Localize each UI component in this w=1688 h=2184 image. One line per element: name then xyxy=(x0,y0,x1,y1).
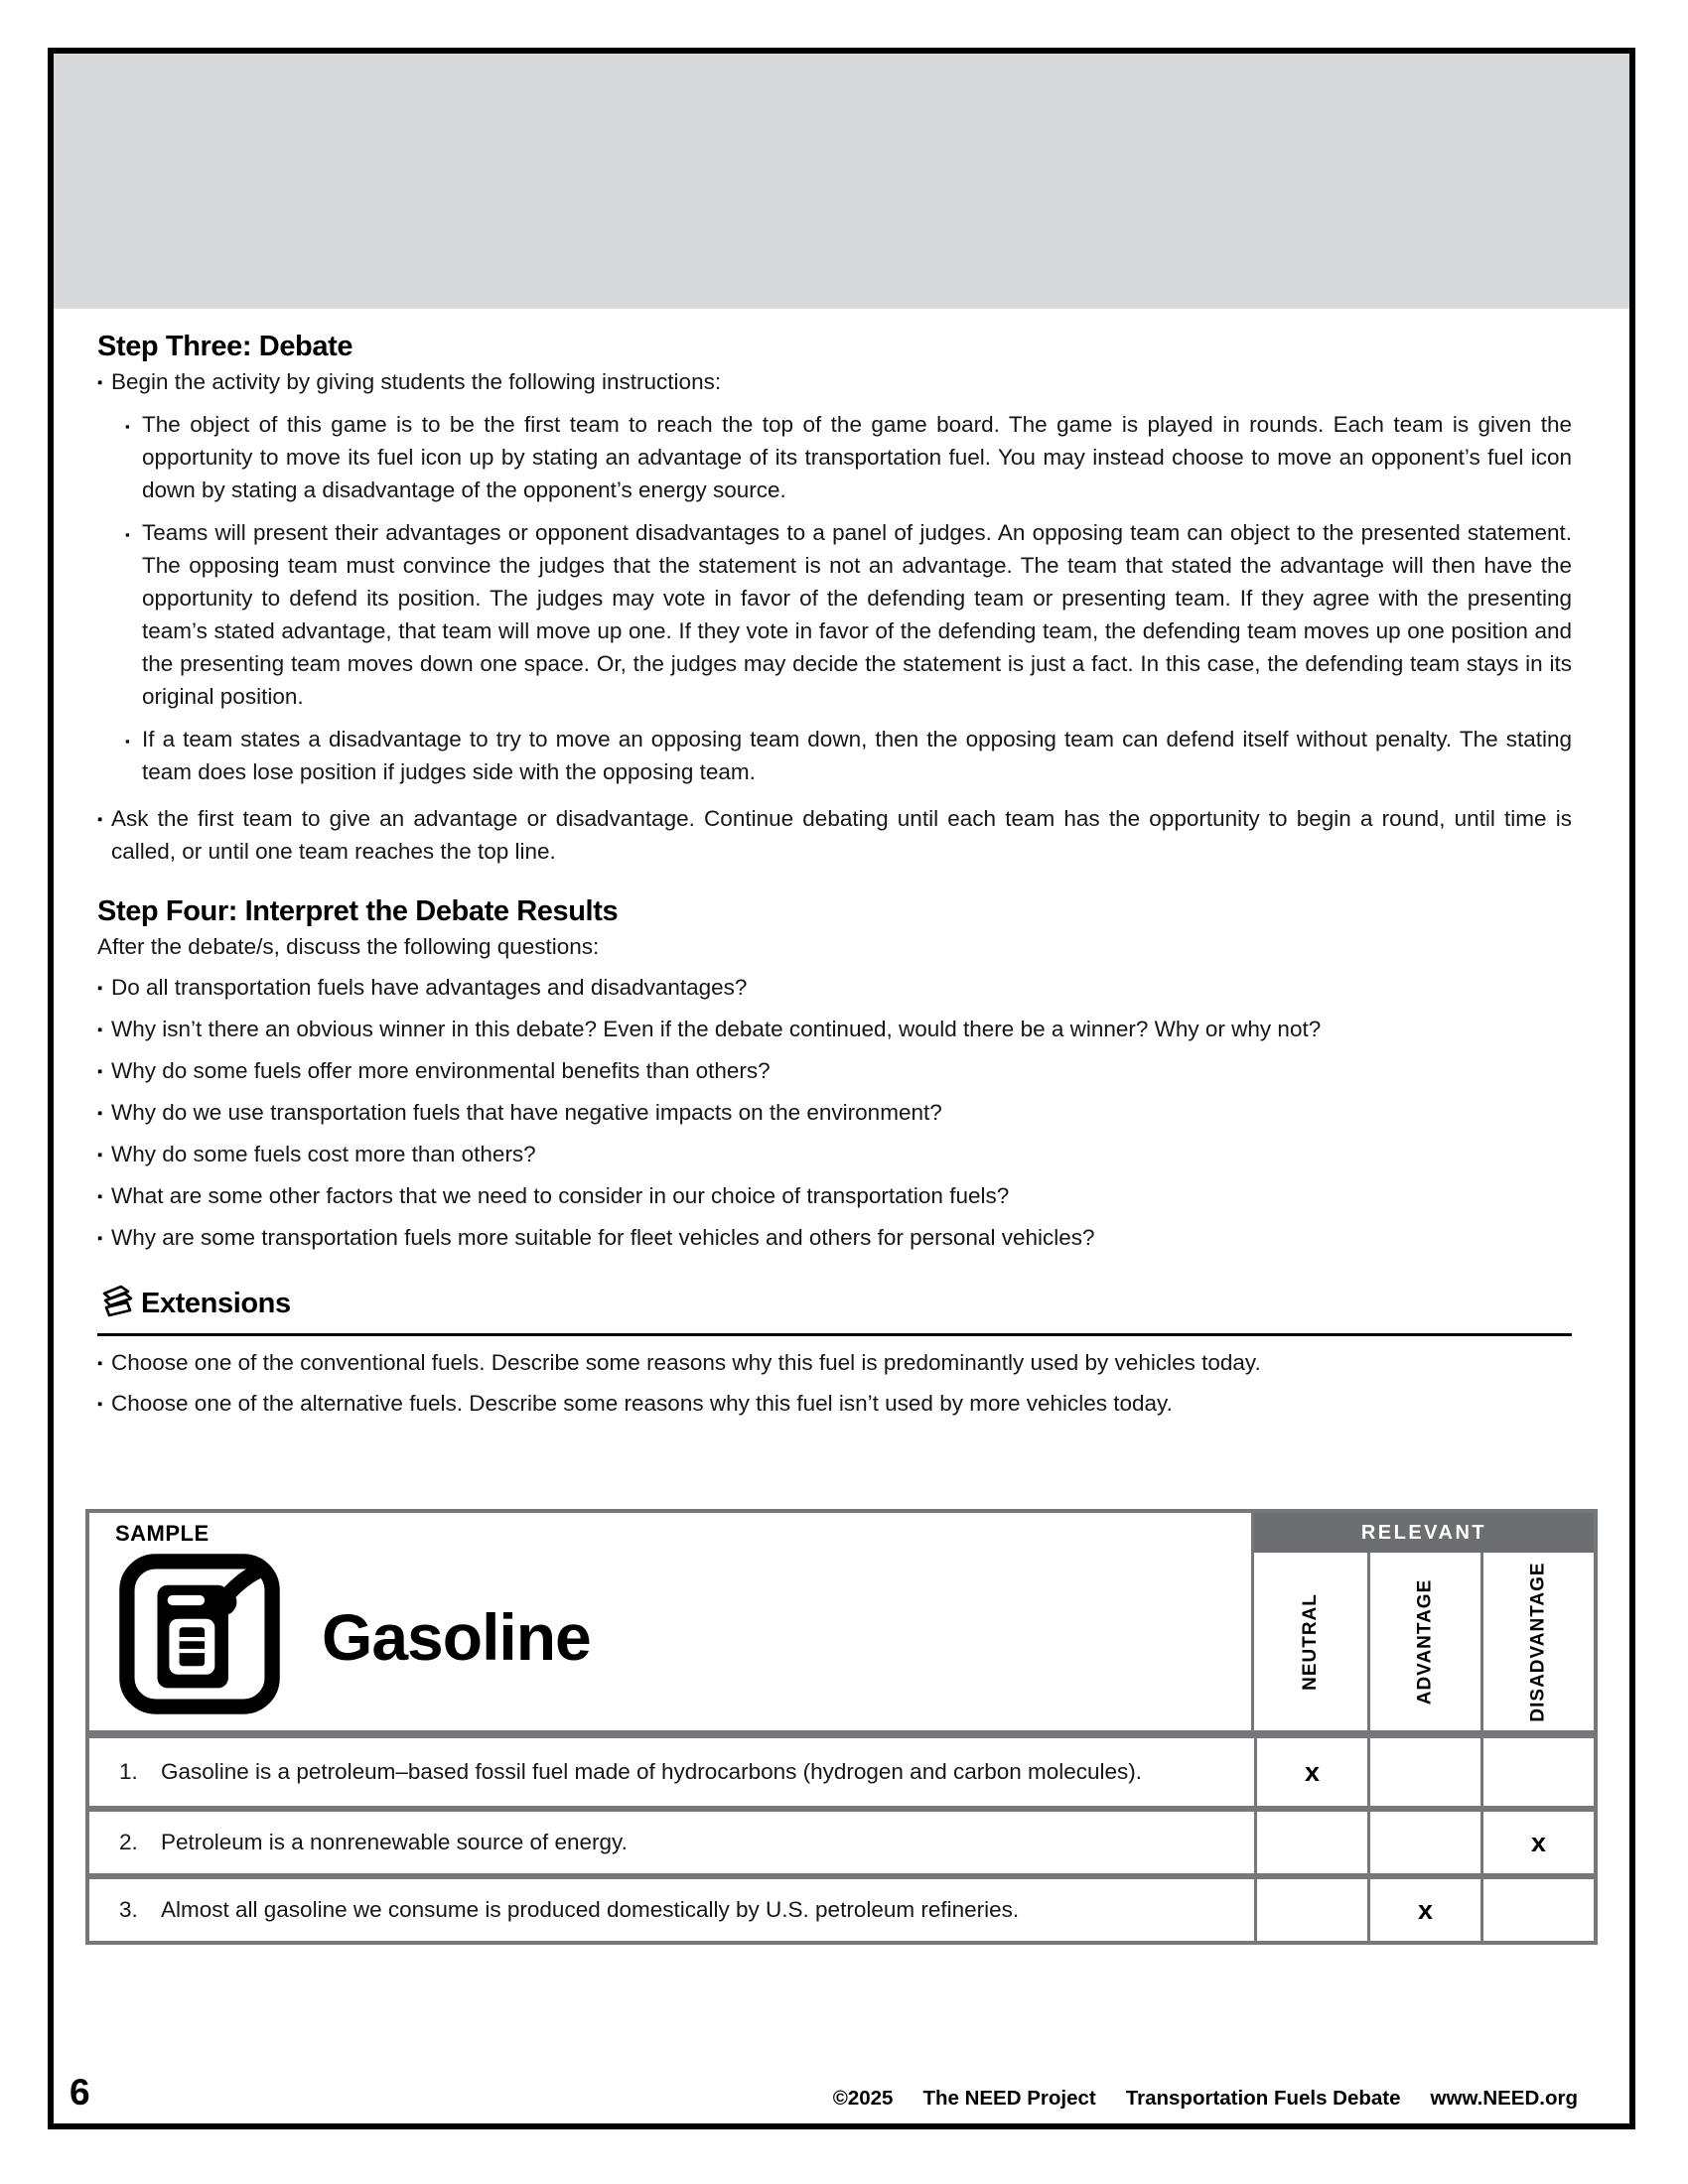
fuel-name: Gasoline xyxy=(322,1599,591,1674)
discussion-question: ▪ Why isn’t there an obvious winner in this debate? Even if the debate continued, would there be a winner? Why or why not? xyxy=(97,1013,1572,1045)
extensions-header xyxy=(97,1282,1572,1326)
gas-can-icon xyxy=(115,1550,284,1723)
extension-bullet: ▪ Choose one of the conventional fuels. Describe some reasons why this fuel is predominantly used by vehicles today. xyxy=(97,1346,1572,1379)
mark-cell-neutral: x xyxy=(1254,1738,1367,1806)
extension-bullet: ▪ Choose one of the alternative fuels. Describe some reasons why this fuel isn’t used by more vehicles today. xyxy=(97,1387,1572,1420)
column-header-advantage: ADVANTAGE xyxy=(1367,1553,1480,1730)
row-number: 1. xyxy=(119,1759,138,1784)
discussion-question: ▪ Why do some fuels cost more than others? xyxy=(97,1138,1572,1170)
sample-label: SAMPLE xyxy=(115,1521,210,1546)
header-image-placeholder xyxy=(54,54,1629,309)
books-icon xyxy=(97,1282,137,1326)
instruction-bullet: ▪ Teams will present their advantages or opponent disadvantages to a panel of judges. An opposing team can object to the presented statement. The opposing team must convince the judges that the statement is not an advantage. The team that stated the advantage will then have the opportunity to defend its position. The judges may vote in favor of the defending team or presenting team. If they agree with the presenting team’s stated advantage, that team will move up one. If they vote in favor of the defending team, the defending team moves up one position and the presenting team moves down one space. Or, the judges may decide the statement is just a fact. In this case, the defending team stays in its original position. xyxy=(125,516,1572,713)
mark-cell-disadvantage: x xyxy=(1480,1812,1594,1873)
extensions-divider xyxy=(97,1333,1572,1336)
discussion-question: ▪ Do all transportation fuels have advantages and disadvantages? xyxy=(97,971,1572,1004)
step-four-heading: Step Four: Interpret the Debate Results xyxy=(97,895,619,927)
step-three-intro: ▪ Begin the activity by giving students the following instructions: xyxy=(97,365,1572,398)
footer-doc-title: Transportation Fuels Debate xyxy=(1125,2087,1401,2110)
mark-cell-neutral xyxy=(1254,1812,1367,1873)
footer-org: The NEED Project xyxy=(922,2087,1096,2110)
fuel-header-cell xyxy=(89,1513,1251,1730)
footer-copyright: ©2025 xyxy=(832,2087,894,2110)
step-three-closing: ▪ Ask the first team to give an advantage or disadvantage. Continue debating until each team has the opportunity to begin a round, until time is called, or until one team reaches the top line. xyxy=(97,802,1572,868)
mark-cell-neutral xyxy=(1254,1879,1367,1941)
instruction-bullet: ▪ If a team states a disadvantage to try to move an opposing team down, then the opposing team can defend itself without penalty. The stating team does lose position if judges side with the opposing team. xyxy=(125,723,1572,788)
discussion-question: ▪ Why do we use transportation fuels that have negative impacts on the environment? xyxy=(97,1096,1572,1129)
mark-cell-disadvantage xyxy=(1480,1879,1594,1941)
statement-cell xyxy=(89,1738,1254,1806)
mark-cell-disadvantage xyxy=(1480,1738,1594,1806)
page-number: 6 xyxy=(70,2072,90,2113)
column-headers xyxy=(1254,1553,1594,1730)
column-header-neutral: NEUTRAL xyxy=(1300,1592,1321,1691)
discussion-question: ▪ Why do some fuels offer more environmental benefits than others? xyxy=(97,1054,1572,1087)
sample-fuel-table xyxy=(85,1509,1598,1945)
relevant-header-block xyxy=(1251,1513,1594,1730)
page-footer xyxy=(54,2072,1629,2114)
statement-text: Petroleum is a nonrenewable source of energy. xyxy=(161,1830,628,1854)
discussion-question: ▪ What are some other factors that we need to consider in our choice of transportation fuels? xyxy=(97,1179,1572,1212)
footer-meta xyxy=(833,2087,1578,2111)
sample-table-header xyxy=(89,1513,1594,1738)
row-number: 3. xyxy=(119,1897,138,1922)
relevant-band: RELEVANT xyxy=(1254,1513,1594,1553)
extensions-heading: Extensions xyxy=(141,1288,291,1319)
statement-text: Gasoline is a petroleum–based fossil fuel made of hydrocarbons (hydrogen and carbon molecules). xyxy=(161,1759,1143,1784)
step-three-heading: Step Three: Debate xyxy=(97,331,353,362)
footer-url: www.NEED.org xyxy=(1430,2087,1578,2110)
mark-cell-advantage xyxy=(1367,1812,1480,1873)
statement-cell xyxy=(89,1879,1254,1941)
table-row xyxy=(89,1738,1594,1806)
statement-cell xyxy=(89,1812,1254,1873)
mark-cell-advantage: x xyxy=(1367,1879,1480,1941)
row-number: 2. xyxy=(119,1830,138,1854)
mark-cell-advantage xyxy=(1367,1738,1480,1806)
document-page xyxy=(48,48,1635,2129)
instruction-bullet: ▪ The object of this game is to be the first team to reach the top of the game board. The game is played in rounds. Each team is given the opportunity to move its fuel icon up by stating an advantage of its transportation fuel. You may instead choose to move an opponent’s fuel icon down by stating a disadvantage of the opponent’s energy source. xyxy=(125,408,1572,506)
column-header-disadvantage: DISADVANTAGE xyxy=(1480,1553,1594,1730)
statement-text: Almost all gasoline we consume is produced domestically by U.S. petroleum refineries. xyxy=(161,1897,1020,1922)
step-four-intro: After the debate/s, discuss the following questions: xyxy=(97,934,600,959)
table-row xyxy=(89,1873,1594,1941)
discussion-question: ▪ Why are some transportation fuels more suitable for fleet vehicles and others for personal vehicles? xyxy=(97,1221,1572,1254)
page-content xyxy=(54,331,1629,1945)
fuel-title-row xyxy=(115,1550,1251,1723)
table-row xyxy=(89,1806,1594,1873)
